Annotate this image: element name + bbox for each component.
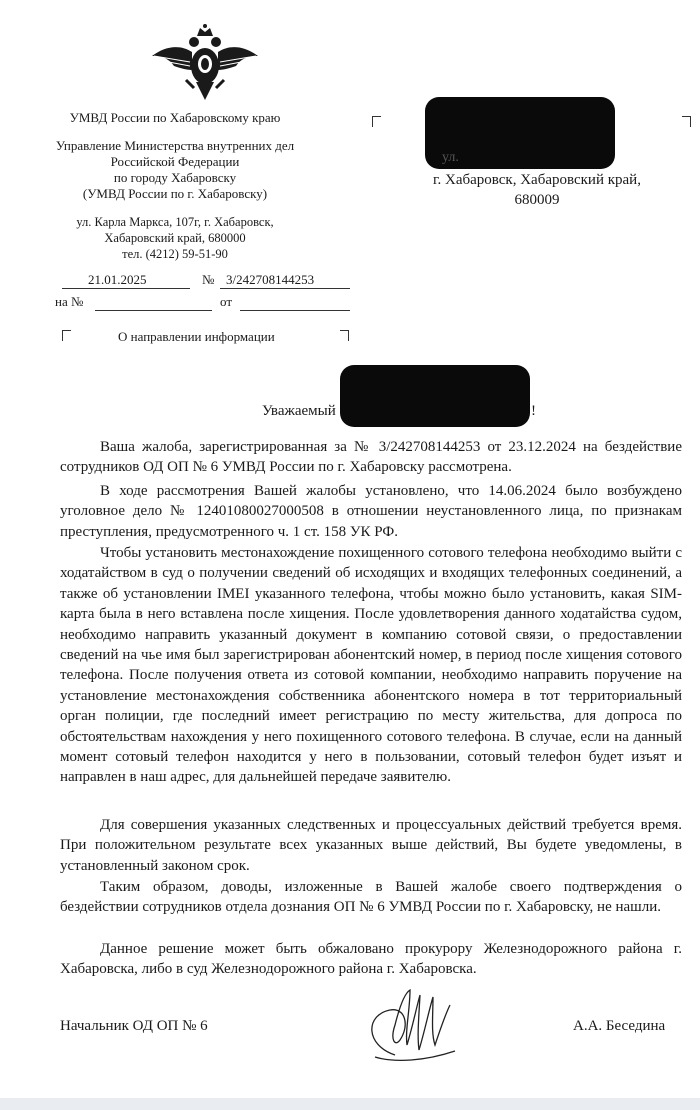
sender-org-line: Российской Федерации bbox=[110, 154, 240, 169]
salutation-end: ! bbox=[531, 403, 536, 419]
subject-bracket-left bbox=[62, 330, 71, 341]
subject-line: О направлении информации bbox=[118, 329, 275, 344]
redaction-mark bbox=[340, 365, 530, 427]
recipient-partial-line: ул. bbox=[442, 150, 459, 165]
double-headed-eagle-emblem-icon bbox=[150, 22, 260, 102]
signatory-name: А.А. Беседина bbox=[573, 1018, 666, 1034]
subject-bracket-right bbox=[340, 330, 349, 341]
ref-date-label: от bbox=[220, 294, 233, 309]
recipient-city: г. Хабаровск, Хабаровский край, bbox=[433, 172, 641, 188]
handwritten-signature-icon bbox=[355, 985, 465, 1080]
sender-org-line: Управление Министерства внутренних дел bbox=[55, 138, 295, 153]
sender-org-line: по городу Хабаровску bbox=[113, 170, 237, 185]
body-paragraph: Для совершения указанных следственных и процессуальных действий требуется время. При положительном результате всех указанных выше действий, Вы будете уведомлены, в установленный законом срок. bbox=[60, 817, 682, 874]
ref-number-label: на № bbox=[55, 294, 84, 309]
body-paragraph: Чтобы установить местонахождение похищенного сотового телефона необходимо выйти с ходатайством в суд о получении сведений об исходящих и входящих телефонных соединений, а также об установлении IMEI указанного телефона, чтобы можно было установить, какая SIM-карта была в него вставлена после хищения. После удовлетворения данного ходатайства судом, необходимо направить указанный документ в компанию сотовой связи, о предоставлении сведений на чье имя был зарегистрирован абонентский номер, в период после хищения сотового телефона. После получения ответа из сотовой компании, необходимо направить поручение на установление местонахождения собственника абонентского номера в тот территориальный орган полиции, где последний имеет регистрацию по месту жительства, для допроса по обстоятельствам нахождения у него похищенного сотового телефона. В случае, если на данный момент сотовый телефон находится у него в пользовании, сотовый телефон будет изъят и направлен в наш адрес, для дальнейшей передаче заявителю. bbox=[60, 545, 682, 786]
doc-number: 3/242708144253 bbox=[226, 272, 315, 287]
body-paragraph: Данное решение может быть обжаловано прокурору Железнодорожного района г. Хабаровска, либо в суд Железнодорожного района г. Хабаровска. bbox=[60, 941, 682, 978]
date-underline bbox=[62, 288, 190, 289]
sender-org-line: (УМВД России по г. Хабаровску) bbox=[82, 186, 268, 201]
signatory-position: Начальник ОД ОП № 6 bbox=[60, 1018, 208, 1034]
sender-phone: тел. (4212) 59-51-90 bbox=[122, 247, 228, 261]
recipient-bracket-left bbox=[372, 116, 381, 127]
salutation: Уважаемый bbox=[262, 403, 336, 419]
ref-number-underline bbox=[95, 310, 212, 311]
page-bottom-edge bbox=[0, 1098, 700, 1110]
recipient-postcode: 680009 bbox=[514, 192, 560, 208]
body-paragraph: Таким образом, доводы, изложенные в Вашей жалобе своего подтверждения о бездействии сотрудников отдела дознания ОП № 6 УМВД России по г. Хабаровску, не нашли. bbox=[60, 879, 682, 916]
sender-org-title: УМВД России по Хабаровскому краю bbox=[69, 110, 281, 125]
number-underline bbox=[220, 288, 350, 289]
body-paragraph: Ваша жалоба, зарегистрированная за № 3/242708144253 от 23.12.2024 на бездействие сотрудников ОД ОП № 6 УМВД России по г. Хабаровску рассмотрена. bbox=[60, 439, 682, 476]
recipient-bracket-right bbox=[682, 116, 691, 127]
sender-address-line: Хабаровский край, 680000 bbox=[104, 231, 246, 245]
ref-date-underline bbox=[240, 310, 350, 311]
doc-number-label: № bbox=[202, 272, 215, 287]
doc-date: 21.01.2025 bbox=[88, 272, 147, 287]
sender-address-line: ул. Карла Маркса, 107г, г. Хабаровск, bbox=[76, 215, 274, 229]
body-paragraph: В ходе рассмотрения Вашей жалобы установлено, что 14.06.2024 было возбуждено уголовное дело № 12401080027000508 в отношении неустановленного лица, по признакам преступления, предусмотренного ч. 1 ст. 158 УК РФ. bbox=[60, 483, 682, 540]
